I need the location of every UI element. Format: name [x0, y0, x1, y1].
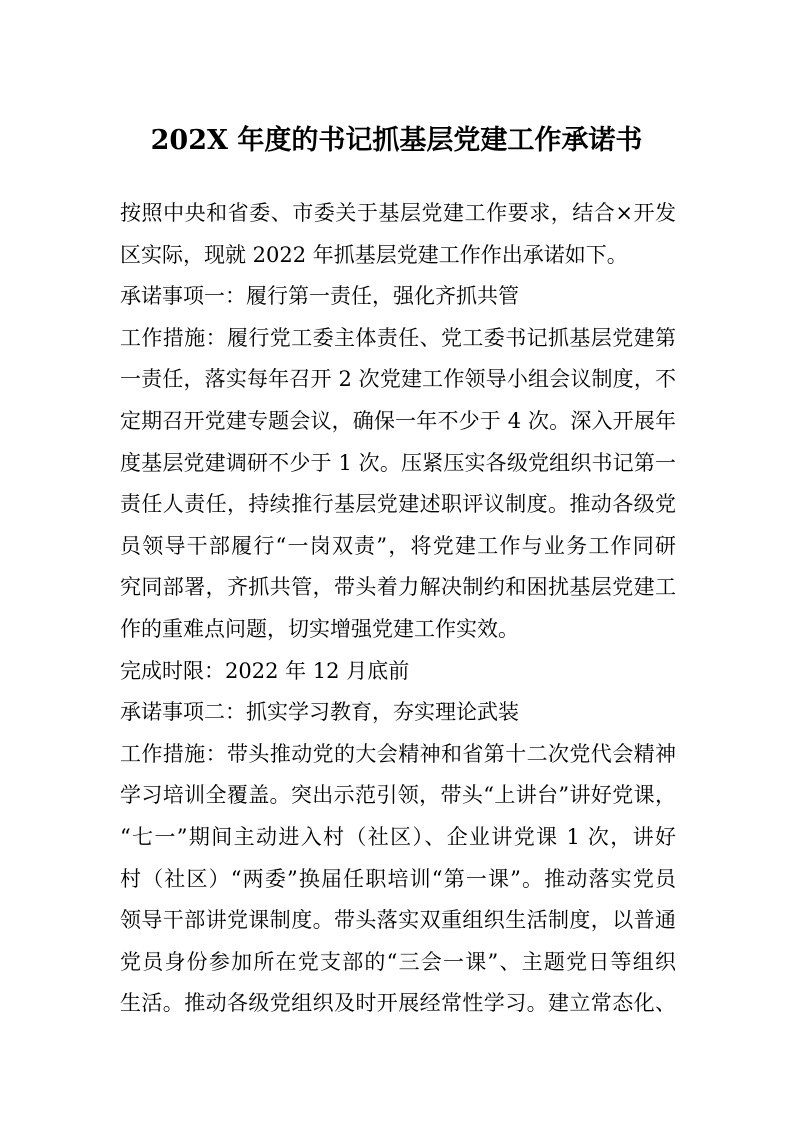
text-line: 承诺事项二：抓实学习教育，夯实理论武装 [120, 700, 519, 725]
text-line: “七一”期间主动进入村（社区）、企业讲党课 1 次，讲好 [120, 824, 676, 849]
text-line: 领导干部讲党课制度。带头落实双重组织生活制度，以普通 [120, 908, 676, 933]
text-line: 村（社区）“两委”换届任职培训“第一课”。推动落实党员 [120, 866, 676, 891]
text-line: 工作措施：带头推动党的大会精神和省第十二次党代会精神 [120, 741, 676, 766]
text-line: 学习培训全覆盖。突出示范引领，带头“上讲台”讲好党课， [120, 783, 676, 808]
text-line: 承诺事项一：履行第一责任，强化齐抓共管 [120, 284, 519, 309]
text-line: 完成时限：2022 年 12 月底前 [120, 658, 410, 683]
text-line: 一责任，落实每年召开 2 次党建工作领导小组会议制度，不 [120, 367, 676, 392]
text-line: 究同部署，齐抓共管，带头着力解决制约和困扰基层党建工 [120, 575, 676, 600]
text-line: 党员身份参加所在党支部的“三会一课”、主题党日等组织 [120, 949, 676, 974]
text-line: 按照中央和省委、市委关于基层党建工作要求，结合×开发 [120, 201, 676, 225]
text-line: 区实际，现就 2022 年抓基层党建工作作出承诺如下。 [120, 242, 628, 267]
text-line: 责任人责任，持续推行基层党建述职评议制度。推动各级党 [120, 492, 676, 517]
document-body [120, 193, 676, 1025]
text-line: 定期召开党建专题会议，确保一年不少于 4 次。深入开展年 [120, 408, 676, 433]
text-line: 员领导干部履行“一岗双责”，将党建工作与业务工作同研 [120, 533, 676, 558]
text-line: 生活。推动各级党组织及时开展经常性学习。建立常态化、 [120, 991, 676, 1016]
document-title: 202X 年度的书记抓基层党建工作承诺书 [150, 125, 643, 156]
text-line: 作的重难点问题，切实增强党建工作实效。 [120, 616, 519, 641]
text-line: 度基层党建调研不少于 1 次。压紧压实各级党组织书记第一 [120, 450, 676, 475]
text-line: 工作措施：履行党工委主体责任、党工委书记抓基层党建第 [120, 325, 676, 350]
